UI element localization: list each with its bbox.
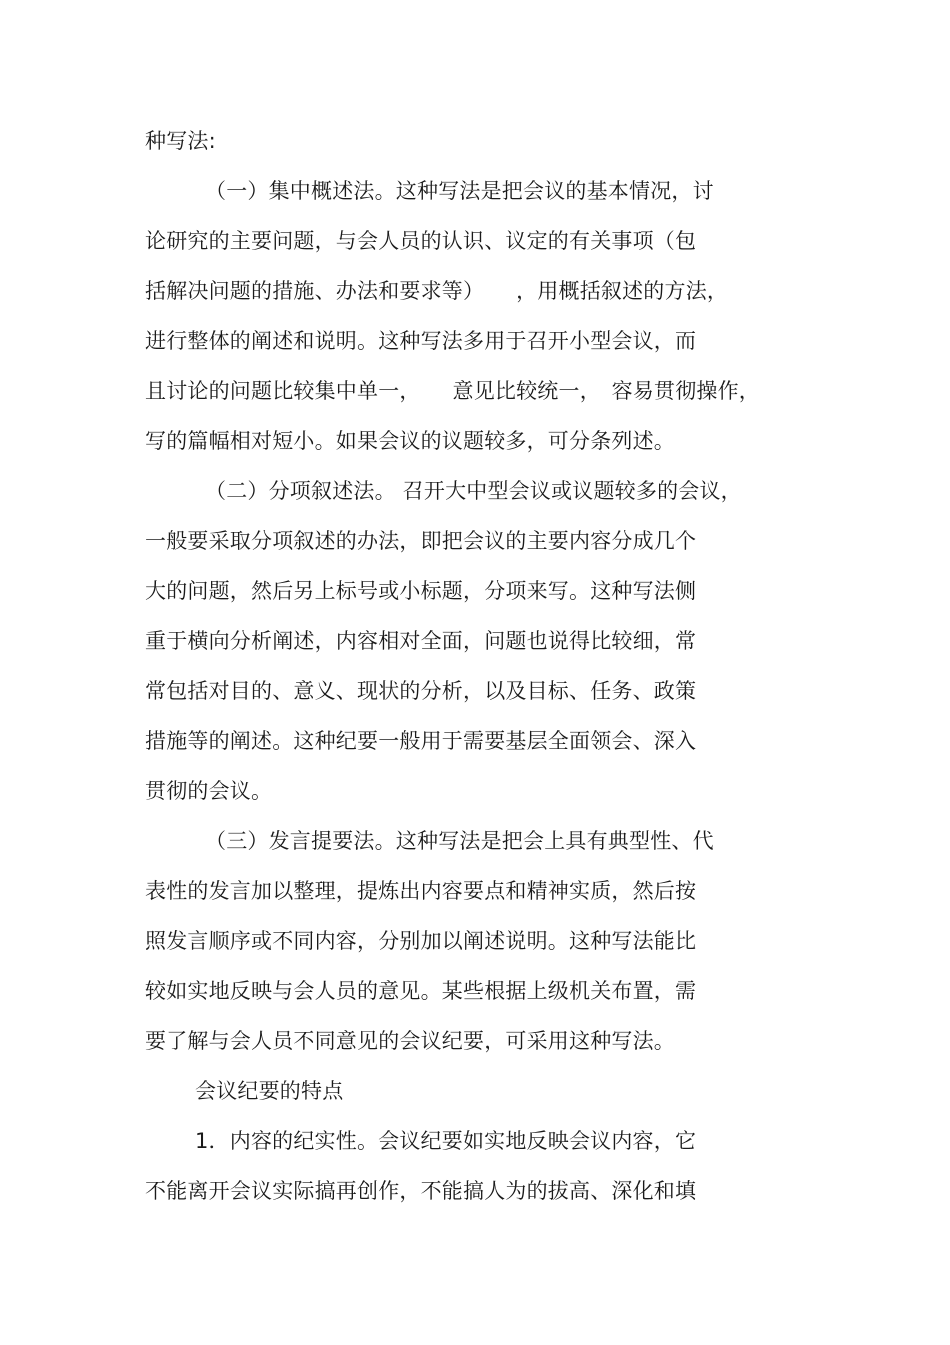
text-line: 进行整体的阐述和说明。这种写法多用于召开小型会议，而 [145, 329, 697, 353]
text-line: 贯彻的会议。 [145, 779, 273, 803]
text-line: 一般要采取分项叙述的办法，即把会议的主要内容分成几个 [145, 529, 697, 553]
section-one-heading: （一）集中概述法。这种写法是把会议的基本情况，讨 [205, 179, 714, 203]
text-line: 括解决问题的措施、办法和要求等） ，用概括叙述的方法， [145, 279, 729, 303]
text-line: 常包括对目的、意义、现状的分析，以及目标、任务、政策 [145, 679, 697, 703]
feature-one-heading: 1．内容的纪实性。会议纪要如实地反映会议内容，它 [195, 1129, 697, 1153]
text-line: 表性的发言加以整理，提炼出内容要点和精神实质，然后按 [145, 879, 697, 903]
text-line: 且讨论的问题比较集中单一， 意见比较统一， 容易贯彻操作， [145, 379, 760, 403]
text-line: 照发言顺序或不同内容，分别加以阐述说明。这种写法能比 [145, 929, 697, 953]
text-line: 要了解与会人员不同意见的会议纪要，可采用这种写法。 [145, 1029, 675, 1053]
section-three-heading: （三）发言提要法。这种写法是把会上具有典型性、代 [205, 829, 714, 853]
text-line: 论研究的主要问题，与会人员的认识、议定的有关事项（包 [145, 229, 697, 253]
text-line: 种写法: [145, 129, 216, 153]
text-line: 重于横向分析阐述，内容相对全面，问题也说得比较细，常 [145, 629, 697, 653]
section-two-heading: （二）分项叙述法。 召开大中型会议或议题较多的会议， [205, 479, 742, 503]
text-line: 大的问题，然后另上标号或小标题，分项来写。这种写法侧 [145, 579, 697, 603]
text-line: 较如实地反映与会人员的意见。某些根据上级机关布置，需 [145, 979, 697, 1003]
text-line: 措施等的阐述。这种纪要一般用于需要基层全面领会、深入 [145, 729, 697, 753]
subheading-features: 会议纪要的特点 [195, 1079, 344, 1103]
text-line: 写的篇幅相对短小。如果会议的议题较多，可分条列述。 [145, 429, 675, 453]
text-line: 不能离开会议实际搞再创作，不能搞人为的拔高、深化和填 [145, 1179, 697, 1203]
